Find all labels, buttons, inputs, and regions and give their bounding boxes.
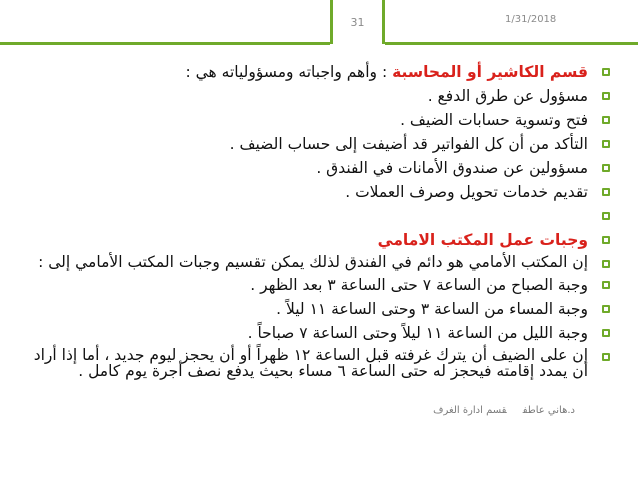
bullet-text: : وأهم واجباته ومسؤولياته هي : [185,63,393,81]
bullet-text: وجبة الليل من الساعة ١١ ليلاً وحتى الساعة ٧ صباحاً . [247,324,588,342]
footer-author: د.هاني عاطف [522,405,575,416]
bullet-item [30,86,610,106]
bullet-square-icon [602,68,610,76]
bullet-text: إن على الضيف أن يترك غرفته قبل الساعة ١٢ ظهراً أو أن يحجز ليوم جديد ، أما إذا أراد أن يمدد إقامته فيحجز له حتى الساعة ٦ مساء بحيث يدفع نصف أجرة يوم كامل . [33,346,588,380]
bullet-item [30,254,610,271]
section-heading-shifts: وجبات عمل المكتب الامامي [377,231,588,249]
page-number-box [330,0,385,44]
header-rule-left [0,42,330,45]
bullet-text: وجبة المساء من الساعة ٣ وحتى الساعة ١١ ليلاً . [276,300,588,318]
footer-department: قسم ادارة الغرف [433,405,507,416]
page-number: 31 [350,15,365,29]
bullet-square-icon [602,305,610,313]
bullet-text: مسؤولين عن صندوق الأمانات في الفندق . [316,159,588,177]
slide-footer [400,405,575,416]
bullet-text: مسؤول عن طرق الدفع . [427,87,588,105]
bullet-item-empty [30,206,610,226]
bullet-item [30,182,610,202]
bullet-square-icon [602,116,610,124]
bullet-square-icon [602,236,610,244]
bullet-square-icon [602,164,610,172]
slide-date: 1/31/2018 [505,14,557,25]
bullet-square-icon [602,140,610,148]
header-rule-right [385,42,638,45]
bullet-text: فتح وتسوية حسابات الضيف . [400,111,588,129]
bullet-item [30,134,610,154]
bullet-square-icon [602,260,610,268]
bullet-list [30,58,610,379]
bullet-square-icon [602,353,610,361]
bullet-square-icon [602,281,610,289]
bullet-item [30,347,610,379]
bullet-square-icon [602,212,610,220]
bullet-text: وجبة الصباح من الساعة ٧ حتى الساعة ٣ بعد الظهر . [250,276,588,294]
section-heading-cashier: قسم الكاشير أو المحاسبة [392,63,588,81]
bullet-item [30,158,610,178]
bullet-square-icon [602,329,610,337]
bullet-square-icon [602,92,610,100]
bullet-item-cashier-heading [30,62,610,82]
bullet-square-icon [602,188,610,196]
bullet-text: التأكد من أن كل الفواتير قد أضيفت إلى حساب الضيف . [229,135,588,153]
bullet-item [30,275,610,295]
bullet-text: إن المكتب الأمامي هو دائم في الفندق لذلك يمكن تقسيم وجبات المكتب الأمامي إلى : [38,253,588,271]
bullet-item-shifts-heading [30,230,610,250]
bullet-item [30,110,610,130]
bullet-item [30,299,610,319]
bullet-text: تقديم خدمات تحويل وصرف العملات . [345,183,588,201]
bullet-item [30,323,610,343]
